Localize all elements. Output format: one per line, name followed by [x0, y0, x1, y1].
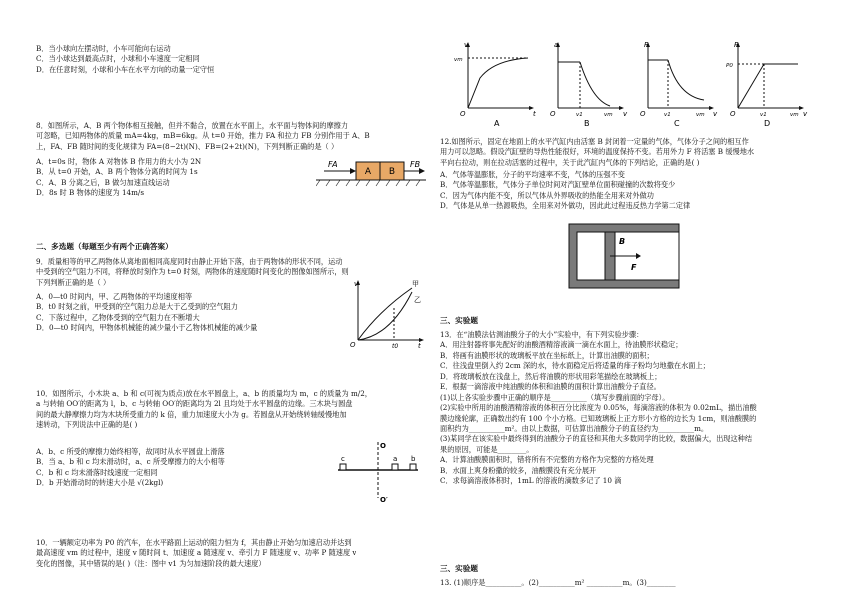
graph-d-y-label: P: [734, 41, 739, 49]
section-experiment-1: 三、实验题: [440, 316, 478, 325]
graph-b-x-label: v: [623, 110, 628, 118]
graph-c-v1-label: v1: [664, 112, 671, 118]
q12-option-c: C．因为气体内能不变，所以气体从外界吸收的热能全用来对外做功: [440, 190, 654, 200]
q10-stem-line: a 与转轴 OO′的距离为 l，b、c 与转轴 OO′的距离均为 2l 且均处于水平圆盘的边缘。三木块与圆盘: [36, 399, 353, 409]
q12-stem: [440, 137, 754, 168]
graph-b-origin: O: [550, 110, 556, 118]
graph-b-y-label: a: [554, 41, 559, 49]
q9-stem: [36, 257, 349, 288]
section-multi-choice: 二、多选题（每题至少有两个正确答案）: [36, 242, 173, 251]
q13-sub-1: (1)以上各实验步骤中正确的顺序是__________（填写步骤前面的字母）。: [440, 392, 670, 402]
q13-option-c: C．求每滴溶液体积时，1mL 的溶液的滴数多记了 10 滴: [440, 476, 622, 486]
graph-b: [550, 41, 628, 128]
graph-c: [640, 41, 718, 128]
q13-sub-2: (2)实验中所用的油酸酒精溶液的体积百分比浓度为 0.05%，每滴溶液的体积为 0.02mL，描出油酸: [440, 403, 757, 413]
q9-stem-line: 9．质量相等的甲乙两物体从离地面相同高度同时由静止开始下落，由于两物体的形状不同，运动: [36, 257, 343, 266]
q7-option-d: D．在任意时刻，小球和小车在水平方向的动量一定守恒: [36, 64, 215, 74]
q8-option-d: D．8s 时 B 物体的速度为 14m/s: [36, 188, 145, 198]
t-axis-label: t: [418, 342, 421, 348]
block-a-small: [392, 464, 398, 470]
yi-label: 乙: [414, 296, 421, 304]
q8-stem: [36, 121, 370, 152]
q11-graphs: [450, 38, 810, 130]
q12-stem-line: 用力可以忽略。假设汽缸壁的导热性能很好，环境的温度保持不变。若用外力 F 将活塞 B 缓慢地水: [440, 147, 755, 157]
q10-stem-line: 10．如图所示，小木块 a、b 和 c(可视为质点)放在水平圆盘上，a、b 的质量均为 m，c 的质量为 m/2，: [36, 389, 372, 398]
q11-stem-line: 10．一辆额定功率为 P0 的汽车，在水平路面上运动的阻力恒为 f，其由静止开始匀加速启动并达到: [36, 538, 352, 547]
q13-step-c: C．往浅盘里倒入约 2cm 深的水，待水面稳定后将适量的痱子粉均匀地撒在水面上；: [440, 361, 710, 371]
q10-options: [36, 447, 225, 489]
t0-label: t0: [392, 343, 399, 348]
q7-options: [36, 44, 214, 75]
graph-d-v1-label: v1: [760, 112, 767, 118]
q10-option-c: C．b 和 c 均未滑落时线速度一定相同: [36, 467, 158, 477]
q8-blocks-figure: [316, 155, 426, 187]
graph-a: [454, 41, 536, 128]
c-label: c: [341, 455, 345, 463]
curve-jia: [358, 288, 412, 340]
q13-step-b: B．将画有油膜形状的玻璃板平放在坐标纸上，计算出油膜的面积；: [440, 350, 654, 360]
q9-option-d: D．0—t0 时间内，甲物体机械能的减少量小于乙物体机械能的减少量: [36, 323, 258, 333]
block-a-label: A: [364, 167, 372, 177]
q13-sub-2-cont: 膜边缘轮廓，正确数出约有 100 个小方格。已知玻璃板上正方形小方格的边长为 1cm，则油酸膜的: [440, 413, 757, 423]
q13-stem: 13．在“油膜法估测油酸分子的大小”实验中，有下列实验步骤：: [440, 330, 644, 339]
q13-step-a: A．用注射器将事先配好的油酸酒精溶液滴一滴在水面上，待油膜形状稳定；: [440, 340, 683, 350]
section-experiment-2: 三、实验题: [440, 564, 478, 573]
force-fa-label: FA: [328, 160, 338, 169]
origin-label: O: [350, 341, 356, 348]
axis-o2-label: O′: [380, 496, 388, 504]
q9-options: [36, 292, 257, 334]
q7-option-c: C．当小球达到最高点时，小球和小车速度一定相同: [36, 54, 200, 64]
graph-d-origin: O: [730, 110, 736, 118]
q8-option-c: C．A、B 分离之后，B 做匀加速直线运动: [36, 177, 170, 187]
q10-stem-line: 速转动，下列说法中正确的是( ): [36, 420, 138, 430]
graph-c-y-label: F: [644, 41, 649, 49]
graph-c-origin: O: [640, 110, 646, 118]
graph-d: [726, 41, 808, 128]
q13-sub-3-cont: 果的原因，可能是________。: [440, 444, 534, 454]
q8-option-b: B．从 t=0 开始，A、B 两个物体分离的时间为 1s: [36, 167, 198, 177]
q12-option-d: D．气体是从单一热源吸热，全用来对外做功，因此此过程违反热力学第二定律: [440, 201, 691, 211]
q9-option-b: B．t0 时刻之前，甲受到的空气阻力总是大于乙受到的空气阻力: [36, 302, 238, 312]
q7-option-b: B．当小球向左摆动时，小车可能向右运动: [36, 44, 171, 53]
q10-option-d: D．b 开始滑动时的转速大小是 √(2kgl): [36, 478, 164, 488]
q12-stem-line: 12.如图所示，固定在地面上的水平汽缸内由活塞 B 封闭着一定量的气体，气体分子之间的相互作: [440, 137, 749, 146]
graph-c-vm-label: vm: [696, 112, 705, 118]
graph-b-vm-label: vm: [604, 112, 613, 118]
block-b-small: [410, 464, 416, 470]
graph-d-vm-label: vm: [790, 112, 799, 118]
block-c: [340, 464, 346, 470]
graph-a-x-label: t: [533, 110, 536, 118]
jia-label: 甲: [412, 280, 419, 288]
b-label: b: [411, 455, 416, 463]
q12-option-b: B．气体等温膨胀，气体分子单位时间对汽缸壁单位面积碰撞的次数将变少: [440, 180, 676, 190]
graph-d-p0-label: P0: [726, 63, 733, 69]
graph-b-v1-label: v1: [576, 112, 583, 118]
graph-a-origin: O: [460, 110, 466, 118]
q13-sub-2-cont: 面积约为__________m²。由以上数据，可估算出油酸分子的直径约为__________m。: [440, 423, 709, 433]
block-b-label: B: [388, 167, 396, 177]
q8-stem-line: 可忽略，已知两物体的质量 mA=4kg，mB=6kg。从 t=0 开始，推力 FA 和拉力 FB 分别作用于 A、B: [36, 131, 370, 141]
q8-stem-line: 上，FA、FB 随时间的变化规律为 FA=(8−2t)(N)、FB=(2+2t)(N)，下列判断正确的是（ ）: [36, 141, 339, 151]
q12-options: [440, 170, 690, 212]
graph-a-letter: A: [494, 119, 500, 128]
q9-stem-line: 中受到的空气阻力不同，将释放时刻作为 t=0 时刻，两物体的速度随时间变化的图像如图所示，则: [36, 267, 349, 277]
q10-stem-line: 间的最大静摩擦力均为木块所受重力的 k 倍，重力加速度大小为 g。若圆盘从开始绕转轴缓慢地加: [36, 409, 347, 419]
q8-options: [36, 157, 201, 199]
q8-option-a: A．t=0s 时，物体 A 对物体 B 作用力的大小为 2N: [36, 157, 202, 166]
q8-stem-line: 8．如图所示，A、B 两个物体相互接触，但并不黏合，放置在水平面上，水平面与物体间的摩擦力: [36, 121, 349, 130]
q13-step-d: D．将玻璃板放在浅盘上，然后将油膜的形状用彩笔描绘在玻璃板上；: [440, 371, 662, 381]
q10-disc-figure: [336, 440, 420, 504]
q12-stem-line: 平向右拉动，则在拉动活塞的过程中，关于此汽缸内气体的下列结论，正确的是( ): [440, 157, 700, 167]
q10-option-b: B．当 a、b 和 c 均未滑动时，a、c 所受摩擦力的大小相等: [36, 457, 225, 467]
q13-sub-3: (3)某同学在该实验中最终得到的油酸分子的直径和其他大多数同学的比较，数据偏大，出现这种结: [440, 434, 753, 444]
q10-option-a: A．b、c 所受的摩擦力始终相等，故同时从水平圆盘上滑落: [36, 447, 225, 456]
q9-option-a: A．0—t0 时间内，甲、乙两物体的平均速度相等: [36, 292, 193, 301]
graph-c-x-label: v: [713, 110, 718, 118]
graph-d-letter: D: [764, 119, 771, 128]
force-f-label: F: [631, 263, 637, 272]
force-fb-label: FB: [410, 160, 421, 169]
q11-stem: [36, 538, 356, 569]
graph-a-vm-label: vm: [454, 57, 463, 63]
q13-body: [440, 330, 757, 487]
q9-stem-line: 下列判断正确的是（ ）: [36, 277, 111, 287]
answer-line[interactable]: 13. (1)顺序是__________。(2)__________m² __________m。(3)________: [440, 578, 676, 587]
q13-step-e: E．根据一滴溶液中纯油酸的体积和油膜的面积计算出油酸分子直径。: [440, 382, 661, 392]
piston-b-label: B: [619, 237, 626, 246]
axis-o-label: O: [380, 442, 386, 450]
q11-stem-line: 最高速度 vm 的过程中，速度 v 随时间 t、加速度 a 随速度 v、牵引力 F 随速度 v、功率 P 随速度 v: [36, 548, 357, 558]
q13-option-b: B．水面上爽身粉撒的较多，油酸膜没有充分展开: [440, 465, 597, 475]
q12-option-a: A．气体等温膨胀，分子的平均速率不变，气体的压强不变: [440, 170, 625, 179]
graph-a-y-label: v: [464, 41, 469, 49]
q10-stem: [36, 389, 372, 431]
a-label: a: [393, 455, 398, 463]
v-axis-label: v: [354, 280, 359, 288]
q12-cylinder-figure: [565, 218, 695, 296]
q9-vt-graph: [346, 278, 426, 348]
graph-c-letter: C: [674, 119, 680, 128]
q9-option-c: C．下落过程中，乙物体受到的空气阻力在不断增大: [36, 312, 200, 322]
graph-d-x-label: v: [803, 110, 808, 118]
curve-yi: [358, 292, 412, 340]
graph-b-letter: B: [584, 119, 590, 128]
q13-option-a: A．计算油酸膜面积时，错将所有不完整的方格作为完整的方格处理: [440, 455, 654, 465]
q11-stem-line: 变化的图像，其中错误的是( )（注：图中 v1 为匀加速阶段的最大速度）: [36, 558, 266, 568]
